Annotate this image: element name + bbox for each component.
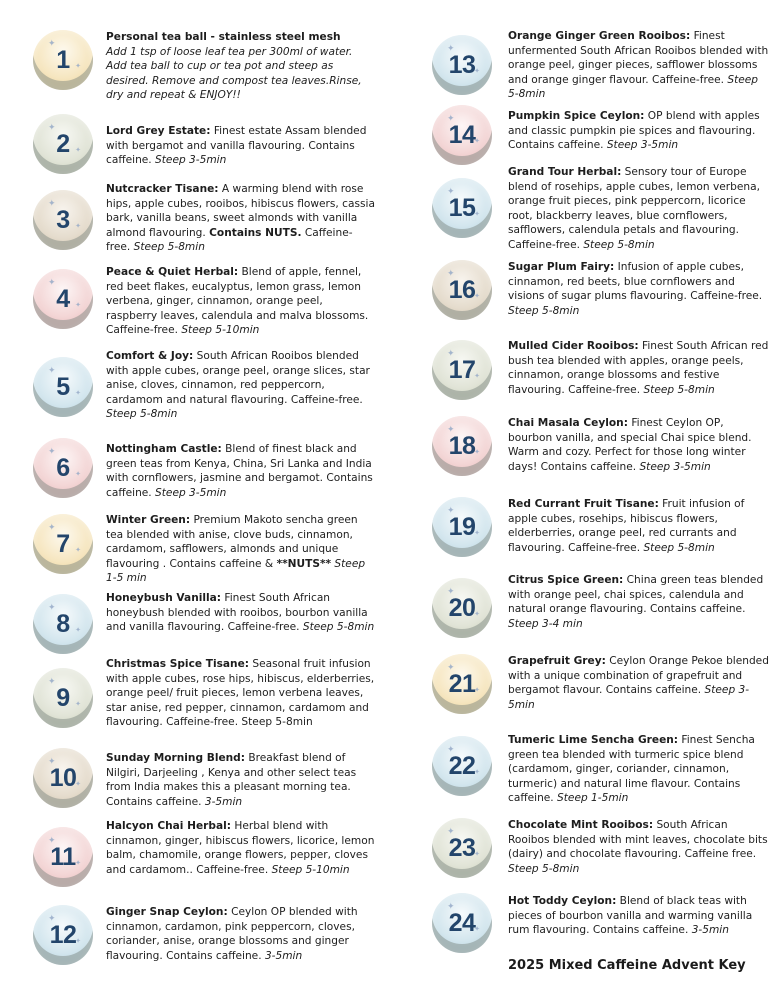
tea-name: Sugar Plum Fairy:	[508, 261, 615, 273]
tea-description	[106, 349, 376, 422]
day-badge-18	[432, 416, 492, 476]
day-number: ✦ 8	[56, 609, 70, 638]
tea-name: Grapefruit Grey:	[508, 655, 606, 667]
day-number: ✦ 2	[56, 129, 70, 158]
day-badge-7	[33, 514, 93, 574]
day-number: ✦ 18	[448, 431, 476, 460]
tea-ingredients: Blend of apple, fennel, red beet flakes, eucalyptus, lemon grass, lemon verbena, ginger, cinnamon, orange peel, raspberry leaves, calendula and malva blossoms. Caffeine-free.	[106, 266, 369, 337]
tea-description	[508, 339, 770, 397]
instructions: Add 1 tsp of loose leaf tea per 300ml of water. Add tea ball to cup or tea pot and steep as desired. Remove and compost tea leaves.Rinse, dry and repeat & ENJOY!!	[106, 45, 362, 102]
tea-description	[508, 497, 770, 555]
day-badge-3	[33, 190, 93, 250]
day-number: ✦ 14	[448, 120, 476, 149]
tea-ingredients: Infusion of apple cubes, cinnamon, red beets, blue cornflowers and visions of sugar plums flavouring. Caffeine-free.	[508, 261, 763, 303]
tea-ingredients: Finest South African red bush tea blended with apples, orange peels, cinnamon, orange blossoms and festive flavouring. Caffeine-free.	[508, 340, 769, 396]
tea-description	[106, 657, 376, 730]
tea-description	[508, 733, 770, 806]
day-badge-14	[432, 105, 492, 165]
tea-ingredients: Finest South African honeybush blended with rooibos, bourbon vanilla and vanilla flavouring. Caffeine-free.	[106, 592, 368, 634]
day-badge-11	[33, 827, 93, 887]
tea-ingredients: Sensory tour of Europe blend of rosehips, apple cubes, lemon verbena, orange fruit pieces, pink peppercorn, licorice root, blackberry leaves, blue cornflowers, safflowers, calendula petals and flavouring. Caffeine-free.	[508, 166, 760, 251]
steep-time: Steep 5-8min	[583, 238, 655, 251]
tea-description	[508, 260, 770, 318]
day-number: ✦ 17	[448, 355, 476, 384]
day-number: ✦ 6	[56, 453, 70, 482]
tea-name: Peace & Quiet Herbal:	[106, 266, 239, 278]
tea-ingredients: Fruit infusion of apple cubes, rosehips, hibiscus flowers, elderberries, orange peel, red currants and flavouring. Caffeine-free.	[508, 498, 745, 554]
advent-key-footer: 2025 Mixed Caffeine Advent Key	[508, 958, 746, 973]
day-badge-22	[432, 736, 492, 796]
tea-ingredients: Finest unfermented South African Rooibos blended with orange peel, ginger pieces, safflower blossoms and orange ginger flavour. Caffeine-free.	[508, 30, 769, 86]
steep-time: Steep 5-8min	[643, 383, 715, 396]
tea-name: Tumeric Lime Sencha Green:	[508, 734, 679, 746]
tea-name: Grand Tour Herbal:	[508, 166, 622, 178]
tea-name: Halcyon Chai Herbal:	[106, 820, 231, 832]
tea-description	[106, 182, 376, 255]
tea-name: Ginger Snap Ceylon:	[106, 906, 228, 918]
day-badge-2	[33, 114, 93, 174]
tea-description	[508, 654, 770, 712]
tea-description	[508, 894, 770, 938]
steep-time: Steep 5-8min	[508, 862, 580, 875]
steep-time: Steep 5-10min	[181, 324, 260, 337]
day-number: ✦ 15	[448, 193, 476, 222]
tea-ingredients: Finest Sencha green tea blended with turmeric spice blend (cardamom, ginger, coriander, cinnamon, turmeric) and natural lime flavour. Contains caffeine.	[508, 734, 755, 805]
steep-time: 3-5min	[691, 924, 729, 937]
day-badge-1	[33, 30, 93, 90]
tea-ingredients: South African Rooibos blended with apple cubes, orange peel, orange slices, star anise, cloves, cinnamon, red peppercorn, cardamom and natural flavouring. Caffeine-free.	[106, 350, 370, 406]
tea-name: Winter Green:	[106, 514, 191, 526]
tea-name: Christmas Spice Tisane:	[106, 658, 249, 670]
tea-name: Personal tea ball - stainless steel mesh	[106, 31, 341, 43]
day-number: ✦ 20	[448, 593, 476, 622]
steep-time: 3-5min	[264, 949, 303, 962]
tea-description	[106, 513, 376, 586]
tea-name: Chocolate Mint Rooibos:	[508, 819, 654, 831]
steep-time: Steep 1-5 min	[106, 557, 366, 585]
steep-time: 3-5min	[204, 795, 243, 808]
tea-ingredients: Breakfast blend of Nilgiri, Darjeeling , Kenya and other select teas from India makes this a pleasant morning tea. Contains caffeine.	[106, 752, 357, 808]
tea-description	[106, 30, 376, 103]
tea-ingredients: South African Rooibos blended with mint leaves, chocolate bits (dairy) and chocolate flavouring. Caffeine free.	[508, 819, 768, 861]
day-badge-6	[33, 438, 93, 498]
tea-description	[508, 573, 770, 631]
tea-ingredients: OP blend with apples and classic pumpkin pie spices and flavouring. Contains caffeine.	[508, 110, 760, 152]
day-number: ✦ 24	[448, 908, 476, 937]
allergen-note: **NUTS**	[276, 557, 332, 570]
tea-ingredients: Finest Ceylon OP, bourbon vanilla, and special Chai spice blend. Warm and cozy. Perfect for those long winter days! Contains caffeine.	[508, 417, 752, 473]
tea-name: Chai Masala Ceylon:	[508, 417, 628, 429]
tea-ingredients: Ceylon Orange Pekoe blended with a unique combination of grapefruit and bergamot flavour. Contains caffeine.	[508, 655, 769, 697]
day-badge-8	[33, 594, 93, 654]
day-badge-20	[432, 578, 492, 638]
day-badge-12	[33, 905, 93, 965]
tea-ingredients: Herbal blend with cinnamon, ginger, hibiscus flowers, licorice, lemon balm, chamomile, orange flowers, pepper, cloves and cardamom.. Caffeine-free.	[106, 820, 375, 876]
caffeine-note: Caffeine-free.	[106, 226, 353, 254]
day-badge-17	[432, 340, 492, 400]
tea-description	[106, 591, 376, 635]
day-number: ✦ 16	[448, 275, 476, 304]
day-badge-24	[432, 893, 492, 953]
tea-description	[508, 165, 770, 253]
day-badge-23	[432, 818, 492, 878]
day-number: ✦ 23	[448, 833, 476, 862]
steep-time: Steep 3-4 min	[508, 617, 583, 630]
day-number: ✦ 12	[49, 920, 77, 949]
day-number: ✦ 13	[448, 50, 476, 79]
day-number: ✦ 11	[50, 842, 76, 871]
tea-name: Lord Grey Estate:	[106, 125, 211, 137]
day-number: ✦ 5	[56, 372, 70, 401]
tea-name: Pumpkin Spice Ceylon:	[508, 110, 645, 122]
tea-ingredients: Blend of finest black and green teas from Kenya, China, Sri Lanka and India with cornflowers, jasmine and bergamot. Contains caffeine.	[106, 443, 373, 499]
tea-ingredients: Seasonal fruit infusion with apple cubes, rose hips, hibiscus, elderberries, orange peel/ fruit pieces, lemon verbena leaves, star anise, red pepper, cinnamon, cardamom and flavouring. Caffeine-free. Steep 5-8min	[106, 658, 375, 729]
tea-name: Comfort & Joy:	[106, 350, 194, 362]
steep-time: Steep 5-8min	[643, 541, 715, 554]
steep-time: Steep 5-8min	[302, 621, 375, 634]
steep-time: Steep 5-8min	[508, 304, 580, 317]
tea-name: Nottingham Castle:	[106, 443, 222, 455]
tea-ingredients: China green teas blended with orange peel, chai spices, calendula and natural orange flavouring. Contains caffeine.	[508, 574, 764, 616]
tea-description	[106, 265, 376, 338]
tea-name: Sunday Morning Blend:	[106, 752, 245, 764]
steep-time: Steep 5-8min	[106, 408, 178, 421]
tea-name: Honeybush Vanilla:	[106, 592, 222, 604]
day-number: ✦ 21	[448, 669, 476, 698]
tea-ingredients: Finest estate Assam blended with bergamot and vanilla flavouring. Contains caffeine.	[106, 125, 367, 167]
steep-time: Steep 5-10min	[271, 863, 350, 876]
day-badge-19	[432, 497, 492, 557]
allergen-note: Contains NUTS.	[209, 226, 302, 239]
tea-description	[508, 109, 770, 153]
tea-name: Citrus Spice Green:	[508, 574, 624, 586]
tea-name: Orange Ginger Green Rooibos:	[508, 30, 691, 42]
steep-time: Steep 3-5min	[639, 460, 711, 473]
day-number: ✦ 7	[56, 529, 70, 558]
tea-name: Nutcracker Tisane:	[106, 183, 219, 195]
day-badge-21	[432, 654, 492, 714]
tea-description	[508, 818, 770, 876]
steep-time: Steep 3-5min	[606, 139, 679, 152]
day-number: ✦ 22	[448, 751, 476, 780]
tea-name: Mulled Cider Rooibos:	[508, 340, 639, 352]
day-badge-13	[432, 35, 492, 95]
steep-time: Steep 1-5min	[557, 792, 629, 805]
tea-description	[508, 29, 770, 102]
day-badge-9	[33, 668, 93, 728]
tea-description	[106, 751, 376, 809]
tea-ingredients: A warming blend with rose hips, apple cubes, rooibos, hibiscus flowers, cassia bark, vanilla beans, sweet almonds with vanilla almond flavouring.	[106, 183, 375, 239]
day-number: ✦ 9	[56, 683, 70, 712]
tea-ingredients: Blend of black teas with pieces of bourbon vanilla and warming vanilla rum flavouring. Contains caffeine.	[508, 895, 753, 937]
tea-description	[106, 124, 376, 168]
day-number: ✦ 10	[49, 763, 77, 792]
steep-time: Steep 5-8min	[508, 73, 759, 101]
day-badge-5	[33, 357, 93, 417]
tea-name: Hot Toddy Ceylon:	[508, 895, 617, 907]
day-badge-16	[432, 260, 492, 320]
tea-name: Red Currant Fruit Tisane:	[508, 498, 659, 510]
steep-time: Steep 3-5min	[155, 154, 227, 167]
day-number: ✦ 1	[56, 45, 70, 74]
tea-description	[106, 442, 376, 500]
steep-time: Steep 5-8min	[133, 241, 205, 254]
tea-description	[106, 905, 376, 963]
steep-time: Steep 3-5min	[155, 486, 227, 499]
steep-time: Steep 3-5min	[508, 684, 750, 711]
day-badge-15	[432, 178, 492, 238]
tea-description	[106, 819, 376, 877]
tea-ingredients: Ceylon OP blended with cinnamon, cardamon, pink peppercorn, cloves, coriander, anise, orange blossoms and ginger flavouring. Contains caffeine.	[106, 906, 358, 962]
day-number: ✦ 3	[56, 205, 70, 234]
day-badge-4	[33, 269, 93, 329]
day-number: ✦ 4	[56, 284, 70, 313]
tea-description	[508, 416, 770, 474]
tea-ingredients: Premium Makoto sencha green tea blended with anise, clove buds, cinnamon, cardamom, safflowers, almonds and unique flavouring . Contains caffeine &	[106, 514, 358, 570]
day-badge-10	[33, 748, 93, 808]
day-number: ✦ 19	[448, 512, 476, 541]
